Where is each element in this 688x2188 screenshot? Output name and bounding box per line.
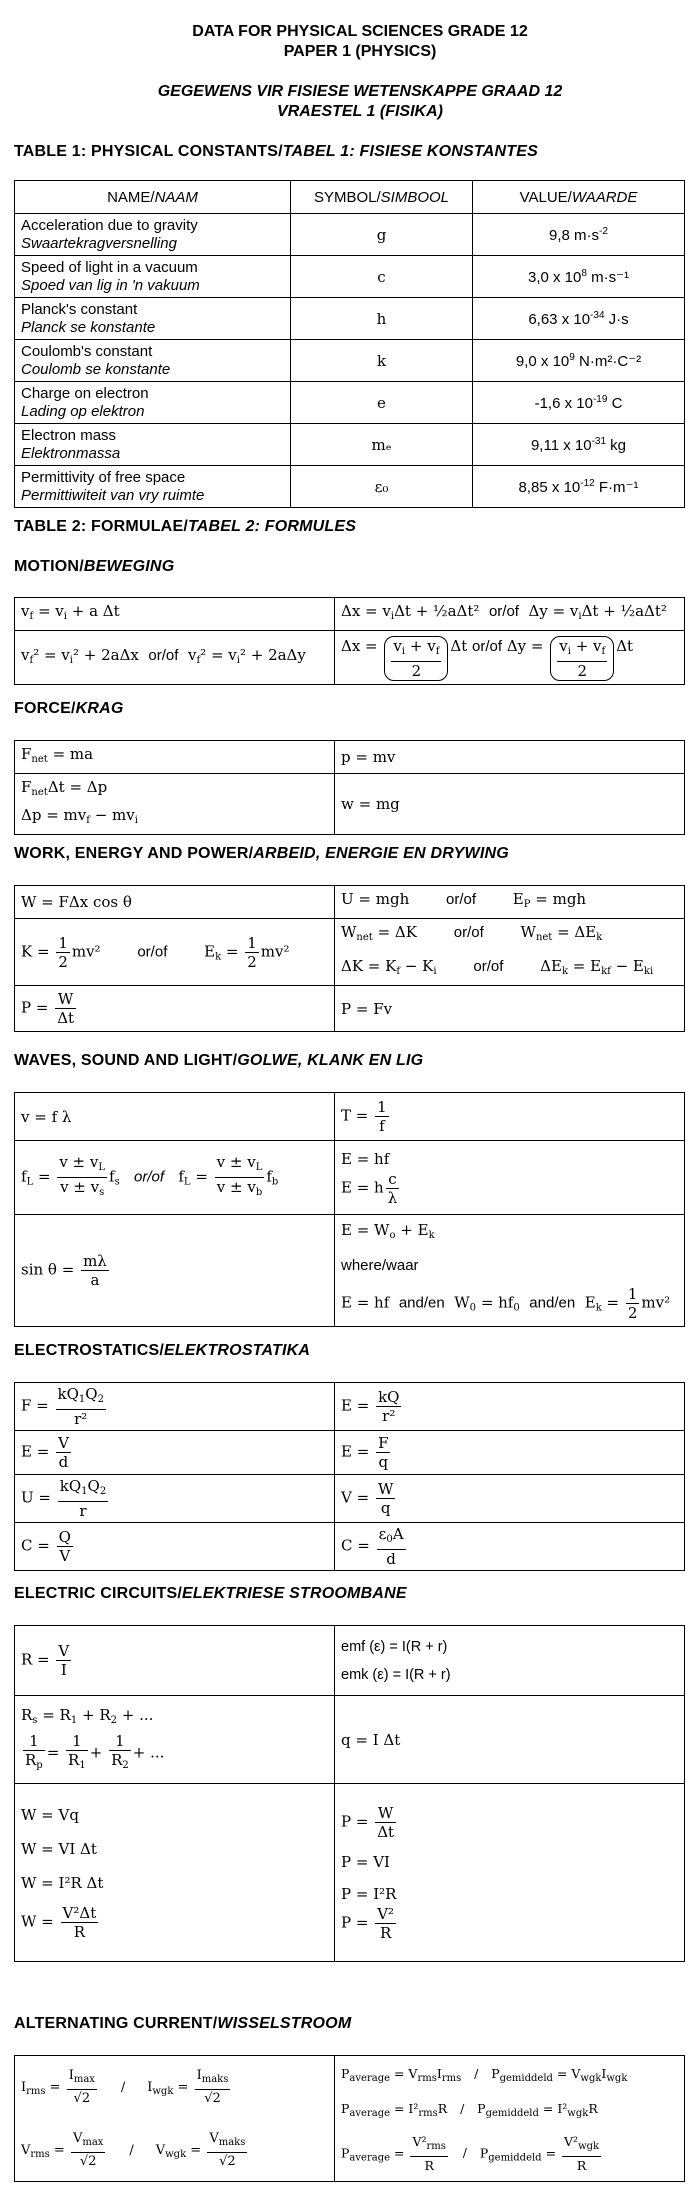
table-row: Planck's constant Planck se konstante h 6,63 x $10^{-34}$ J·s [15, 298, 685, 340]
formula: $f_L$ = $\frac{v \pm v_L}{v \pm v_s}$ $f_s$ or/of $f_L$ = $\frac{v \pm v_L}{v \pm v_b}$ $f_b$ [15, 1141, 335, 1215]
formula: F = $\frac{kQ_1Q_2}{\text{r²}}$ [15, 1383, 335, 1431]
formula: E = $\frac{kQ}{\text{r²}}$ [335, 1383, 685, 1431]
formula: $v_f^2 = v_i^2 + 2a\Delta x$ or/of $v_f^2 = v_i^2 + 2a\Delta y$ [15, 631, 335, 685]
physical-constants-table [14, 180, 685, 508]
formula: P = Fv [335, 986, 685, 1032]
section-electrostatics-title: ELECTROSTATICS/ELEKTROSTATIKA [14, 1342, 311, 1359]
formula: E = $\frac{V}{d}$ [15, 1431, 335, 1475]
table-row: Acceleration due to gravity Swaartekragversnelling g 9,8 $m\cdot s^{-2}$ [15, 214, 685, 256]
table1-title: TABLE 1: PHYSICAL CONSTANTS/TABEL 1: FISIESE KONSTANTES [14, 143, 538, 160]
sheet-paper: PAPER 1 (PHYSICS) [283, 43, 437, 60]
formula: V = $\frac{W}{q}$ [335, 1475, 685, 1523]
work-formula-table [14, 885, 685, 1032]
table-row: Permittivity of free space Permittiwiteit van vry ruimte ε₀ 8,85 x $10^{-12}$ F·m⁻¹ [15, 466, 685, 508]
constants-header-row [15, 181, 685, 214]
formula: P = $\frac{W}{\Delta t}$ P = VI P = I²R P = $\frac{\text{V²}}{R}$ [335, 1784, 685, 1962]
formula: P = $\frac{W}{\Delta t}$ [15, 986, 335, 1032]
section-work-title: WORK, ENERGY AND POWER/ARBEID, ENERGIE EN DRYWING [14, 845, 509, 862]
table2-title: TABLE 2: FORMULAE/TABEL 2: FORMULES [14, 518, 357, 535]
formula: U = $\frac{kQ_1Q_2}{r}$ [15, 1475, 335, 1523]
col-name-header: NAME/NAAM [15, 181, 291, 214]
formula: w = mg [335, 774, 685, 835]
motion-formula-table [14, 597, 685, 685]
section-force-title: FORCE/KRAG [14, 700, 124, 717]
force-formula-table [14, 740, 685, 835]
table-row: Coulomb's constant Coulomb se konstante k 9,0 x $10^9$ N·m²·C⁻² [15, 340, 685, 382]
formula: E = $\frac{F}{q}$ [335, 1431, 685, 1475]
formula: R = $\frac{V}{I}$ [15, 1626, 335, 1696]
formula: W = FΔx cos θ [15, 886, 335, 919]
formula: v = f λ [15, 1093, 335, 1141]
formula: emf (ε) = I(R + r) emk (ε) = I(R + r) [335, 1626, 685, 1696]
formula: $R_s = R_1 + R_2$ + ... $\frac{1}{R_p}$ = $\frac{1}{R_1}$ + $\frac{1}{R_2}$ + ... [15, 1696, 335, 1784]
formula: U = mgh or/of $E_P$ = mgh [335, 886, 685, 919]
table-row: Speed of light in a vacuum Spoed van lig in 'n vakuum c 3,0 x $10^8$ m·s⁻¹ [15, 256, 685, 298]
sheet-paper-af: VRAESTEL 1 (FISIKA) [277, 103, 443, 120]
sheet-title: DATA FOR PHYSICAL SCIENCES GRADE 12 [192, 23, 528, 40]
col-symbol-header: SYMBOL/SIMBOOL [291, 181, 473, 214]
formula: K = $\frac{1}{2}$ mv² or/of $E_k$ = $\frac{1}{2}$ mv² [15, 919, 335, 986]
sheet-title-af: GEGEWENS VIR FISIESE WETENSKAPPE GRAAD 12 [157, 83, 563, 100]
electrostatics-formula-table [14, 1382, 685, 1571]
formula: C = $\frac{\varepsilon_0A}{d}$ [335, 1523, 685, 1571]
formula: q = I Δt [335, 1696, 685, 1784]
formula: $\Delta x = v_i\Delta t$ + ½aΔt² or/of $\Delta y = v_i\Delta t$ + ½aΔt² [335, 598, 685, 631]
formula: Δx = $v_i + v_f$ 2 Δt or/of Δy = $v_i + v_f$ 2 Δt [335, 631, 685, 685]
section-ac-title: ALTERNATING CURRENT/WISSELSTROOM [14, 2015, 352, 2032]
formula: C = $\frac{Q}{V}$ [15, 1523, 335, 1571]
formula: $v_f = v_i + a$ Δt [15, 598, 335, 631]
formula: $F_{net}\Delta t = \Delta p$ $\Delta p = mv_f - mv_i$ [15, 774, 335, 835]
section-waves-title: WAVES, SOUND AND LIGHT/GOLWE, KLANK EN LIG [14, 1052, 424, 1069]
section-motion-title: MOTION/BEWEGING [14, 558, 175, 575]
formula: $F_{net}$ = ma [15, 741, 335, 774]
formula: sin θ = $\frac{m\lambda}{a}$ [15, 1215, 335, 1327]
col-value-header: VALUE/WAARDE [473, 181, 685, 214]
formula: W = Vq W = VI Δt W = I²R Δt W = $\frac{\text{V²Δt}}{R}$ [15, 1784, 335, 1962]
ac-formula-table [14, 2055, 685, 2182]
formula: E = hf E = h $\frac{c}{\lambda}$ [335, 1141, 685, 1215]
formula: $E = W_o + E_k$ where/waar E = hf and/en $W_0 = hf_0$ and/en $E_k$ = $\frac{1}{2}$ mv² [335, 1215, 685, 1327]
formula: $I_{rms}$ = $I_{max}$ √2 / $I_{wgk}$ = $I_{maks}$ √2 $V_{rms}$ = $V_{max}$ √2 / $V_{wgk}$ = $V_{maks}$ √2 [15, 2056, 335, 2182]
table-row: Electron mass Elektronmassa mₑ 9,11 x $10^{-31}$ kg [15, 424, 685, 466]
formula: p = mv [335, 741, 685, 774]
formula: $P_{average} = V_{rms}I_{rms} / P_{gemiddeld} = V_{wgk}I_{wgk}$ $P_{average} = I^2_{rms}R / P_{gemiddeld} = I^2_{wgk}R$ $P_{average}$ = $V^2_{rms}$ R / $P_{gemiddeld}$ = $V^2_{wgk}$ R [335, 2056, 685, 2182]
table-row: Charge on electron Lading op elektron e -1,6 x $10^{-19}$ C [15, 382, 685, 424]
circuits-formula-table [14, 1625, 685, 1962]
section-circuits-title: ELECTRIC CIRCUITS/ELEKTRIESE STROOMBANE [14, 1585, 407, 1602]
waves-formula-table [14, 1092, 685, 1327]
formula: T = $\frac{1}{f}$ [335, 1093, 685, 1141]
formula: $W_{net} = \Delta K$ or/of $W_{net} = \Delta E_k$ $\Delta K = K_f - K_i$ or/of $\Delta E_k = E_{kf} - E_{ki}$ [335, 919, 685, 986]
